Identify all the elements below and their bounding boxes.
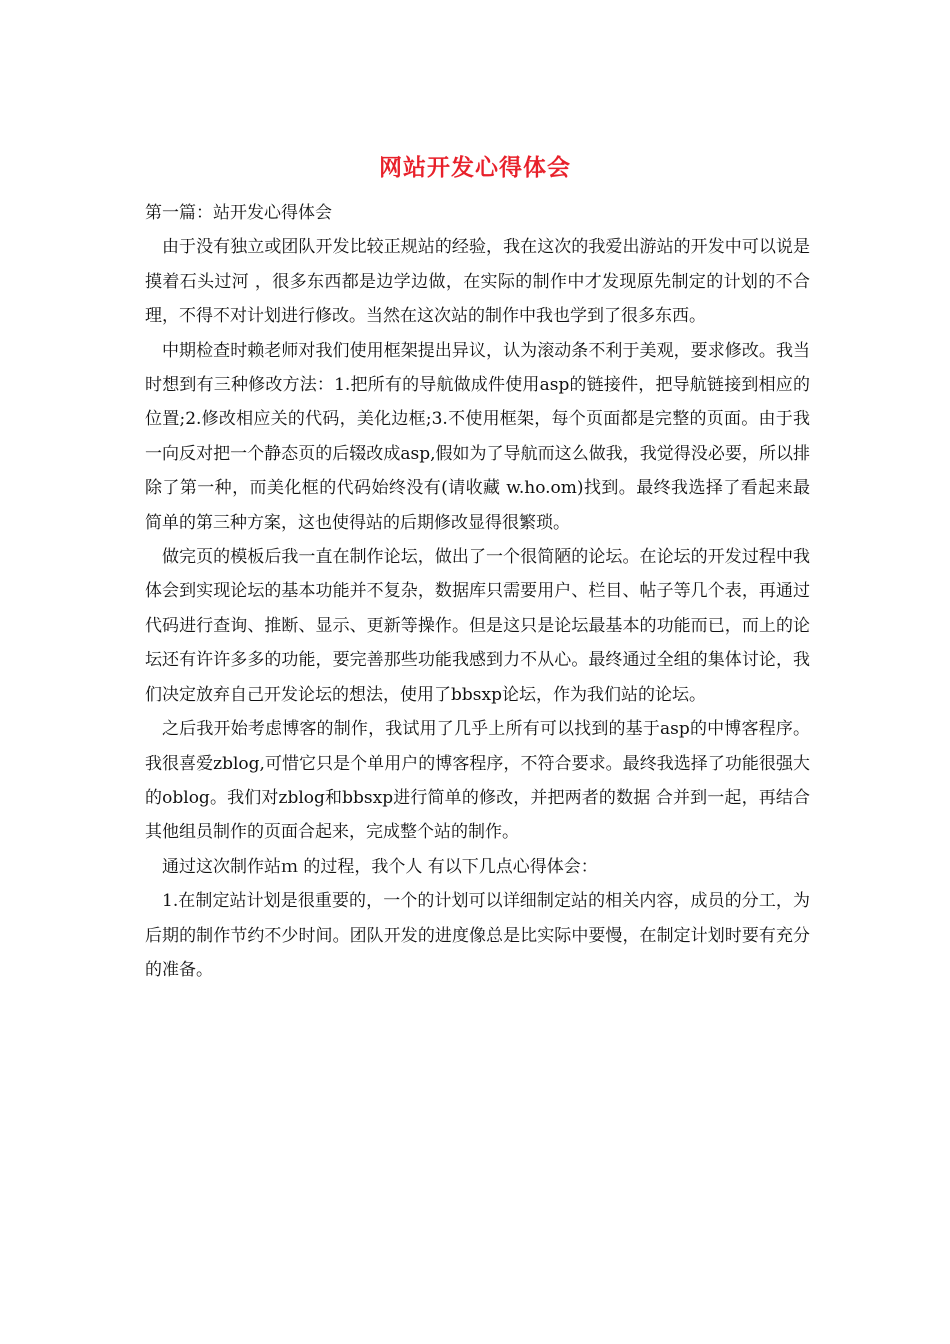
- paragraph-6: 1.在制定站计划是很重要的，一个的计划可以详细制定站的相关内容，成员的分工，为后期的制作节约不少时间。团队开发的进度像总是比实际中要慢，在制定计划时要有充分的准备。: [145, 891, 810, 980]
- paragraph-2: 中期检查时赖老师对我们使用框架提出异议，认为滚动条不利于美观，要求修改。我当时想到有三种修改方法：1.把所有的导航做成件使用asp的链接件，把导航链接到相应的位置;2.修改相应关的代码，美化边框;3.不使用框架，每个页面都是完整的页面。由于我一向反对把一个静态页的后辍改成asp,假如为了导航而这么做我，我觉得没必要，所以排除了第一种，而美化框的代码始终没有(请收藏 w.ho.om)找到。最终我选择了看起来最简单的第三种方案，这也使得站的后期修改显得很繁琐。: [145, 340, 810, 533]
- paragraph-1: 由于没有独立或团队开发比较正规站的经验，我在这次的我爱出游站的开发中可以说是 摸着石头过河 ，很多东西都是边学边做，在实际的制作中才发现原先制定的计划的不合理，不得不对计划进行修改。当然在这次站的制作中我也学到了很多东西。: [145, 237, 810, 327]
- paragraph-3: 做完页的模板后我一直在制作论坛，做出了一个很简陋的论坛。在论坛的开发过程中我体会到实现论坛的基本功能并不复杂，数据库只需要用户、栏目、帖子等几个表，再通过代码进行查询、推断、显示、更新等操作。但是这只是论坛最基本的功能而已，而上的论坛还有许许多多的功能，要完善那些功能我感到力不从心。最终通过全组的集体讨论，我们决定放弃自己开发论坛的想法，使用了bbsxp论坛，作为我们站的论坛。: [145, 547, 810, 705]
- document-body: [145, 196, 810, 987]
- paragraph-5: 通过这次制作站ｍ 的过程，我个人 有以下几点心得体会：: [162, 856, 598, 877]
- document-title: 网站开发心得体会: [379, 154, 571, 181]
- paragraph-4: 之后我开始考虑博客的制作，我试用了几乎上所有可以找到的基于asp的中博客程序。我很喜爱zblog,可惜它只是个单用户的博客程序，不符合要求。最终我选择了功能很强大的oblog。我们对zblog和bbsxp进行简单的修改，并把两者的数据 合并到一起，再结合其他组员制作的页面合起来，完成整个站的制作。: [145, 719, 810, 843]
- section-heading: 第一篇：站开发心得体会: [145, 203, 332, 223]
